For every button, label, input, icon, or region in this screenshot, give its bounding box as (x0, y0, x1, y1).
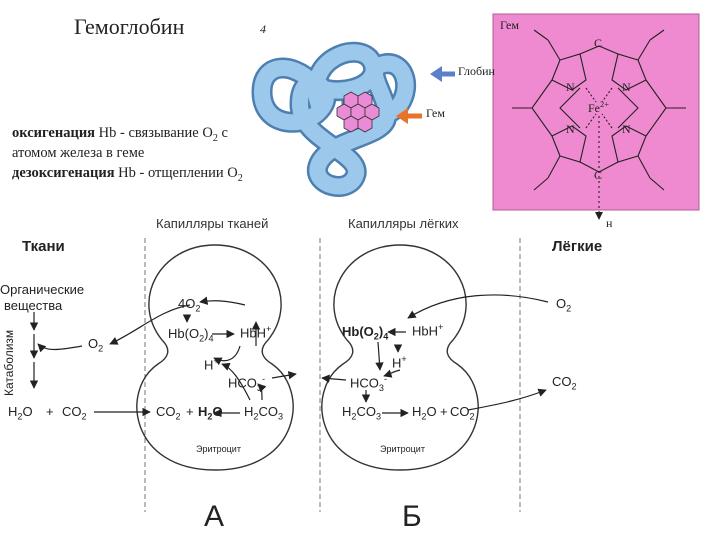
lungs-co2-symbol: CO (552, 374, 572, 389)
lungs-heading: Лёгкие (552, 238, 603, 255)
cell-a-hbh (240, 324, 271, 340)
tissues-heading: Ткани (22, 238, 65, 255)
cell-b-h2o-sub: 2 (421, 411, 427, 422)
cell-b-hco3-sub: 3 (378, 382, 384, 393)
organic-line2: вещества (4, 298, 63, 313)
cell-a-h2o (198, 404, 223, 422)
tissue-co2-sub: 2 (81, 411, 87, 422)
tissue-o2-sub: 2 (98, 343, 104, 354)
tissue-o2-symbol: O (88, 336, 99, 351)
cell-a-plus: + (186, 404, 194, 419)
cell-a-hbo2-sub: 2 (199, 333, 205, 344)
cell-b-hbo2-b: ) (378, 324, 384, 339)
cell-a-4o2 (178, 296, 200, 314)
tissue-co2-symbol: CO (62, 404, 82, 419)
cell-b-h2co3-h: H (342, 404, 352, 419)
cell-a-hplus-sup: + (213, 356, 219, 366)
tissue-h2o-o: O (22, 404, 33, 419)
cell-b-arrows (322, 295, 548, 413)
cell-b-hbo2-sub2: 4 (383, 331, 389, 342)
cell-b-hbh (412, 322, 443, 338)
cell-b-h2o-h: H (412, 404, 422, 419)
cell-b-h2o (412, 404, 437, 422)
organic-line1: Органические (0, 282, 85, 297)
deoxygenation-text: Hb - отщеплении O (118, 165, 238, 181)
cell-b-hbo2-a: Hb(O (342, 324, 374, 339)
oxygenation-text: Hb - связывание O (98, 125, 213, 141)
cell-a-hplus (204, 356, 219, 372)
cell-a-erythrocyte-label: Эритроцит (196, 444, 241, 454)
lungs-o2-sub: 2 (566, 303, 572, 314)
catabolism-arrows (34, 312, 150, 412)
cell-b-hco3-sup: - (383, 374, 387, 384)
tissue-h2o (8, 404, 33, 422)
tissue-h2o-sub: 2 (17, 411, 23, 422)
cell-b-erythrocyte-label: Эритроцит (380, 444, 425, 454)
cell-a-co2-sub: 2 (175, 411, 181, 422)
cell-a-hbh-sup: + (266, 324, 272, 334)
tissue-plus: + (46, 404, 54, 419)
lungs-co2 (552, 374, 577, 392)
oxygenation-end: с (221, 125, 228, 141)
cell-b-hco3-symbol: HCO (350, 375, 379, 391)
cell-b-hbo2 (342, 324, 388, 342)
definition-deoxygenation (12, 164, 243, 188)
lungs-o2-symbol: O (556, 296, 567, 311)
cell-b-hplus (392, 354, 407, 370)
cell-a-hco3-symbol: HCO (228, 375, 257, 391)
heme-n4: N (622, 122, 631, 136)
cell-b-h2co3-sub: 2 (351, 411, 357, 422)
cell-a-hbo2-sub2: 4 (208, 333, 214, 344)
heme-structure-label: Гем (500, 18, 519, 32)
oxygenation-term: оксигенация (12, 125, 96, 141)
cell-a-hco3-sub: 3 (256, 382, 262, 393)
cell-a-h2co3 (244, 404, 283, 422)
cell-a-4o2-symbol: 4O (178, 296, 196, 311)
globin-ribbon (262, 52, 406, 186)
cell-b-hplus-sup: + (401, 354, 407, 364)
cell-a-h2co3-h: H (244, 404, 254, 419)
cell-a-hco3-sup: - (261, 374, 265, 384)
catabolism-label: Катаболизм (2, 329, 16, 396)
cell-b-h2co3-co: CO (356, 404, 376, 419)
cell-a-4o2-sub: 2 (195, 303, 201, 314)
definition-line2: атомом железа в геме (12, 145, 145, 161)
cell-a-hbo2 (168, 326, 214, 344)
tissue-co2 (62, 404, 87, 422)
cell-b-plus: + (440, 404, 448, 419)
heme-n3: N (566, 122, 575, 136)
panel-number: 4 (260, 22, 266, 36)
tissue-o2 (88, 336, 103, 354)
deoxygenation-term: дезоксигенация (12, 165, 115, 181)
lungs-o2 (556, 296, 571, 314)
cell-b-hplus-symbol: H (392, 355, 402, 371)
cell-a-hbh-symbol: HbH (240, 325, 267, 341)
heme-fe (588, 100, 609, 116)
cell-b-hbh-symbol: HbH (412, 323, 439, 339)
cell-b-hbh-sup: + (438, 322, 444, 332)
deoxygenation-sub: 2 (237, 172, 243, 184)
cell-b-co2 (450, 404, 475, 422)
page-title: Гемоглобин (74, 14, 185, 39)
cell-a-co2 (156, 404, 181, 422)
cell-b-h2o-o: O (426, 404, 437, 419)
globin-label: Глобин (458, 64, 495, 78)
heme-fe-charge: 2+ (600, 100, 609, 109)
heme-n1: N (566, 80, 575, 94)
cell-a-co2-symbol: CO (156, 404, 176, 419)
cell-a-letter: А (204, 500, 225, 533)
cell-a-h2o-h: H (198, 404, 208, 419)
heme-c-top: C (594, 36, 603, 50)
cell-a-hbo2-b: ) (204, 326, 209, 341)
lung-capillaries-header: Капилляры лёгких (348, 216, 459, 231)
cell-a-h2co3-sub2: 3 (277, 411, 284, 422)
oxygenation-sub: 2 (212, 132, 218, 144)
cell-a-h2o-sub: 2 (207, 411, 213, 422)
heme-c-bottom: C (594, 168, 603, 182)
cell-a-hbo2-a: Hb(O (168, 326, 200, 341)
heme-bottom-arrowhead (595, 212, 603, 220)
cell-a-h2o-o: O (212, 404, 223, 419)
cell-a-h2co3-sub: 2 (253, 411, 259, 422)
cell-a-hplus-symbol: H (204, 357, 214, 373)
cell-a-h2co3-co: CO (258, 404, 278, 419)
tissue-h2o-h: H (8, 404, 18, 419)
heme-n2: N (622, 80, 631, 94)
tissue-capillaries-header: Капилляры тканей (156, 216, 269, 231)
heme-fe-symbol: Fe (588, 101, 600, 115)
lungs-co2-sub: 2 (571, 381, 577, 392)
cell-b-h2co3 (342, 404, 381, 422)
cell-b-co2-sub: 2 (469, 411, 475, 422)
cell-b-hco3 (350, 374, 387, 393)
heme-label: Гем (426, 106, 445, 120)
cell-b-letter: Б (402, 500, 422, 533)
heme-bottom-label: н (606, 216, 613, 230)
globin-arrow (430, 66, 455, 82)
cell-a-hco3 (228, 374, 265, 393)
cell-b-h2co3-sub2: 3 (375, 411, 382, 422)
cell-b-co2-symbol: CO (450, 404, 470, 419)
cell-b-hbo2-sub: 2 (373, 331, 379, 342)
